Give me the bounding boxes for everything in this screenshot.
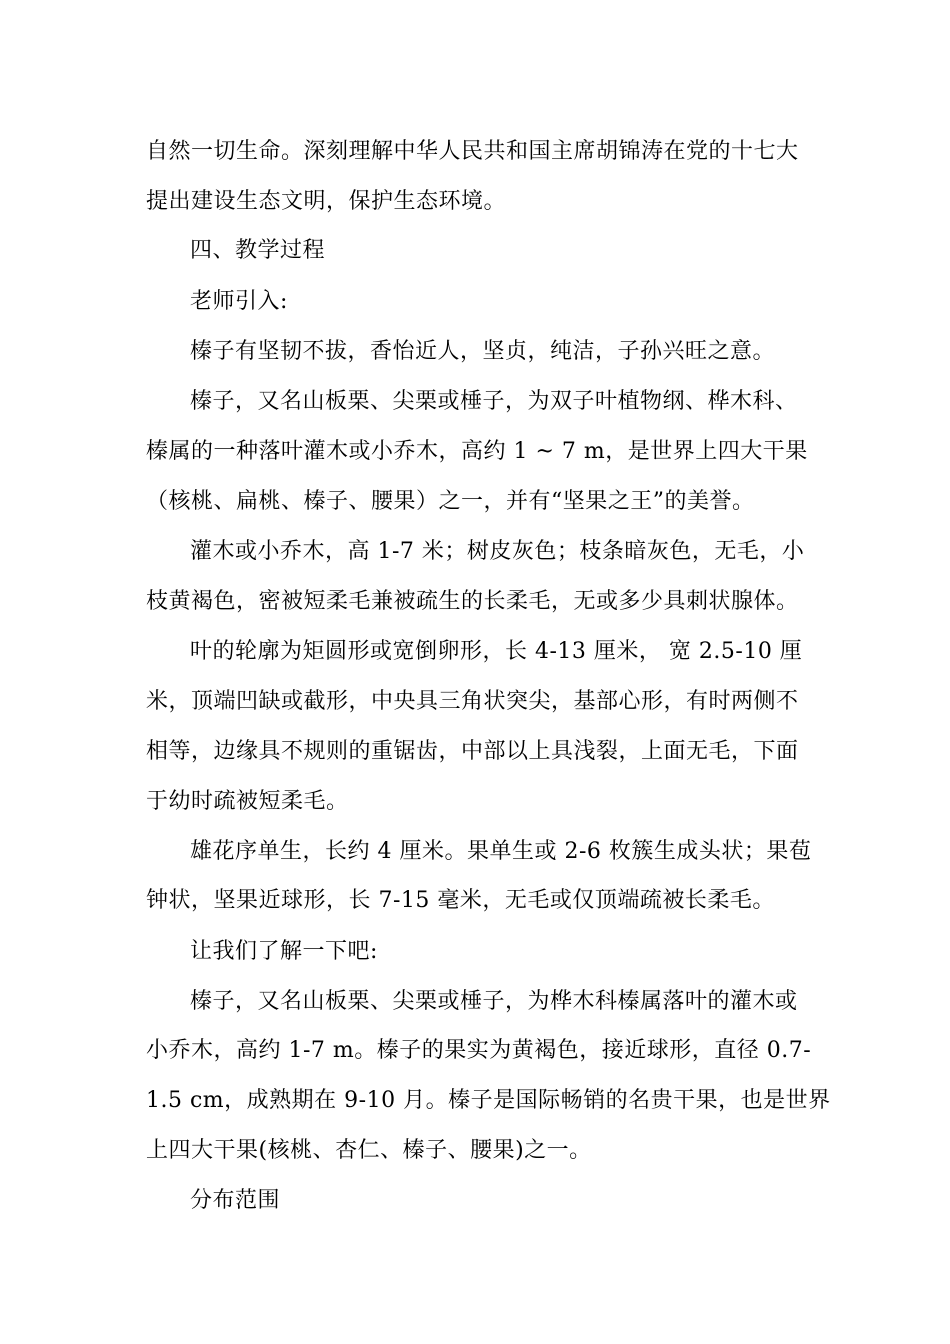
text-line: 枝黄褐色，密被短柔毛兼被疏生的长柔毛，无或多少具刺状腺体。: [146, 589, 799, 614]
text-line: 于幼时疏被短柔毛。: [146, 789, 349, 814]
text-line: 钟状，坚果近球形，长 7-15 毫米，无毛或仅顶端疏被长柔毛。: [146, 888, 775, 913]
text-line: 榛子，又名山板栗、尖栗或棰子，为双子叶植物纲、桦木科、: [190, 389, 798, 414]
text-line: 上四大干果(核桃、杏仁、榛子、腰果)之一。: [146, 1138, 592, 1163]
text-line: 提出建设生态文明，保护生态环境。: [146, 189, 507, 214]
text-line: 老师引入:: [190, 289, 288, 314]
section-heading: 四、教学过程: [190, 238, 326, 263]
text-line: 相等，边缘具不规则的重锯齿，中部以上具浅裂，上面无毛，下面: [146, 739, 799, 764]
text-line: 让我们了解一下吧:: [190, 939, 378, 964]
text-line: 叶的轮廓为矩圆形或宽倒卵形，长 4-13 厘米， 宽 2.5-10 厘: [190, 639, 803, 664]
text-line: 榛子，又名山板栗、尖栗或棰子，为桦木科榛属落叶的灌木或: [190, 989, 798, 1014]
text-line: 小乔木，高约 1-7 m。榛子的果实为黄褐色，接近球形，直径 0.7-: [146, 1038, 812, 1063]
text-line: 1.5 cm，成熟期在 9-10 月。榛子是国际畅销的名贵干果，也是世界: [146, 1088, 831, 1113]
text-line: （核桃、扁桃、榛子、腰果）之一，并有“坚果之王”的美誉。: [146, 489, 755, 514]
section-heading: 分布范围: [190, 1188, 281, 1213]
text-line: 榛子有坚韧不拔，香怡近人，坚贞，纯洁，子孙兴旺之意。: [190, 339, 776, 364]
text-line: 榛属的一种落叶灌木或小乔木，高约 1 ~ 7 m，是世界上四大干果: [146, 439, 808, 464]
text-line: 雄花序单生，长约 4 厘米。果单生或 2-6 枚簇生成头状；果苞: [190, 839, 812, 864]
text-line: 灌木或小乔木，高 1-7 米；树皮灰色；枝条暗灰色，无毛，小: [190, 539, 805, 564]
text-line: 米，顶端凹缺或截形，中央具三角状突尖，基部心形，有时两侧不: [146, 689, 799, 714]
text-line: 自然一切生命。深刻理解中华人民共和国主席胡锦涛在党的十七大: [146, 139, 799, 164]
